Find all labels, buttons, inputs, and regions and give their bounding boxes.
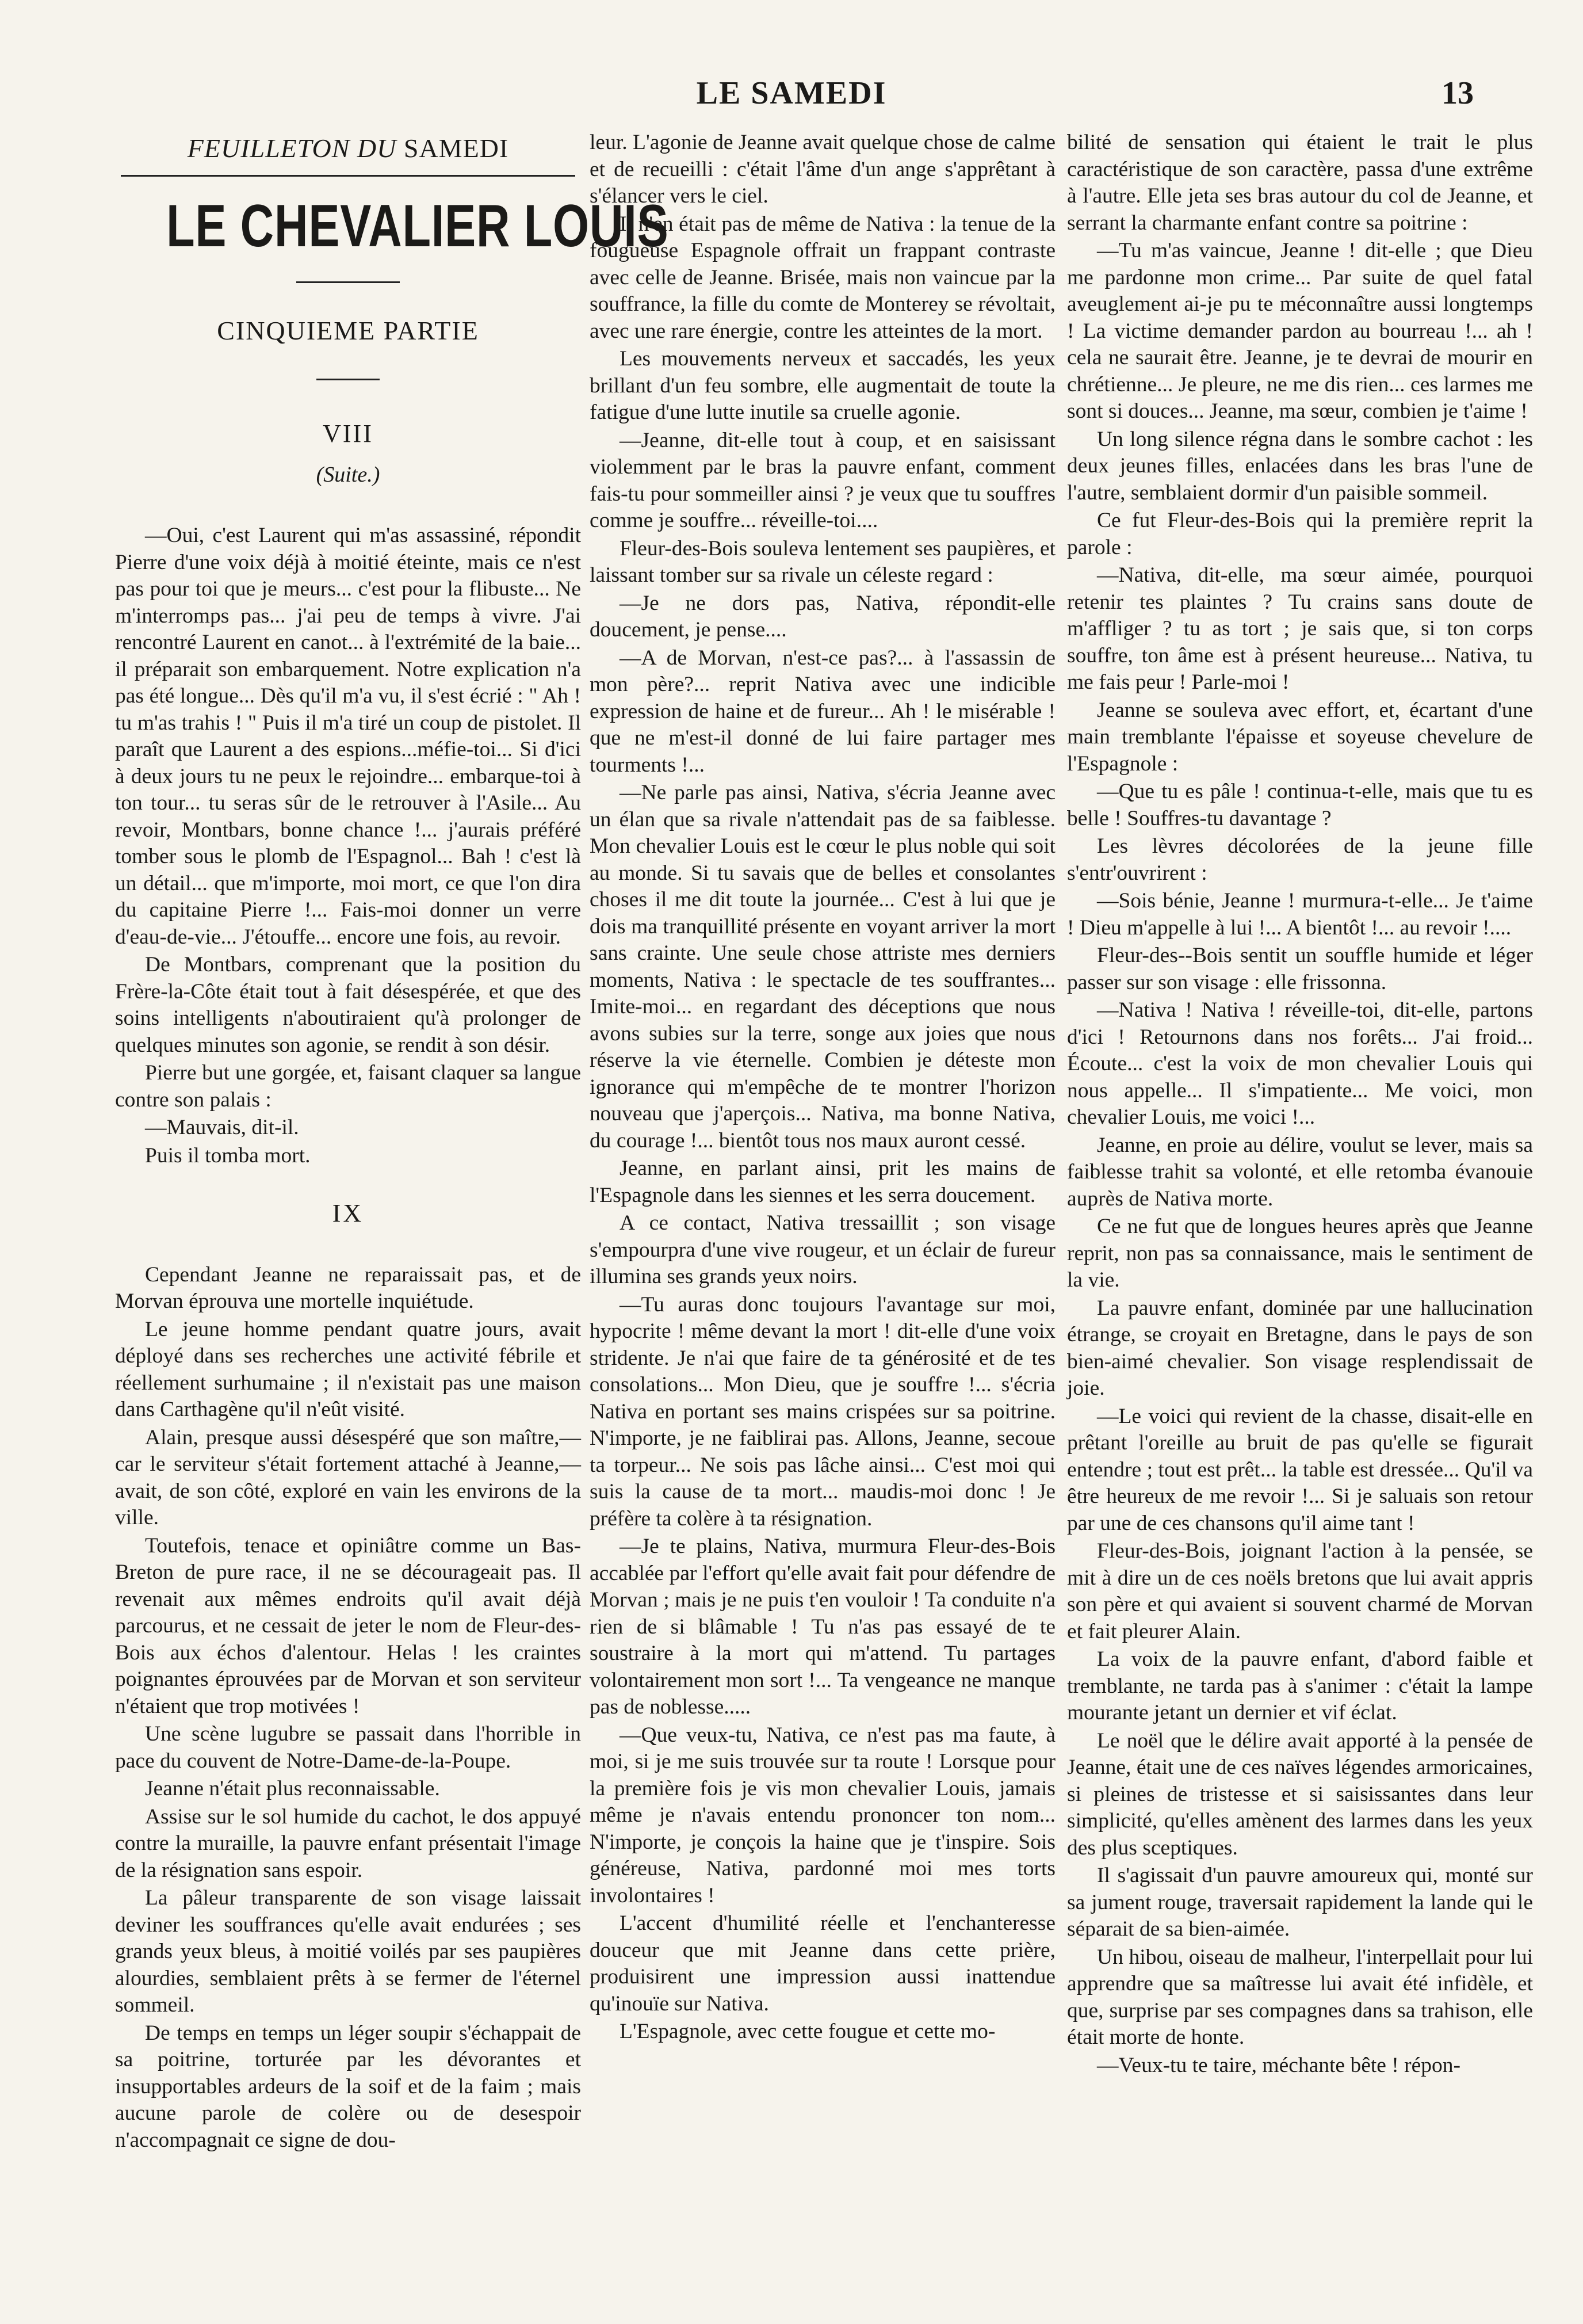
feuilleton-label-roman: SAMEDI — [403, 133, 509, 163]
paragraph: Alain, presque aussi désespéré que son maître,—car le serviteur s'était fortement attaché à Jeanne,—avait, de son côté, exploré en vain les environs de la ville. — [115, 1425, 581, 1529]
paragraph: Le noël que le délire avait apporté à la pensée de Jeanne, était une de ces naïves légendes armoricaines, si pleines de tristesse et si saisissantes dans leur simplicité, qu'elles amènent des larmes dans les yeux des plus sceptiques. — [1067, 1728, 1533, 1860]
chapter-heading-viii: VIII — [323, 419, 373, 448]
paragraph: Le jeune homme pendant quatre jours, avait déployé dans ses recherches une activité fébrile et réellement surhumaine ; il n'existait pas une maison dans Carthagène qu'il n'eût visité. — [115, 1317, 581, 1421]
paragraph: —Le voici qui revient de la chasse, disait-elle en prêtant l'oreille au bruit de pas qu'elle se figurait entendre ; tout est prêt... la table est dressée... Qu'il va être heureux de me revoir !... Si je saluais son retour par une de ces chansons qu'il aime tant ! — [1067, 1404, 1533, 1535]
paragraph: L'Espagnole, avec cette fougue et cette mo- — [620, 2020, 996, 2043]
paragraph: —Mauvais, dit-il. — [145, 1116, 299, 1139]
paragraph: —Que veux-tu, Nativa, ce n'est pas ma faute, à moi, si je me suis trouvée sur ta route ! Lorsque pour la première fois je vis mon chevalier Louis, jamais même je n'avais entendu prononcer ton nom... N'importe, je conçois la haine que je t'inspire. Sois généreuse, Nativa, pardonné moi mes torts involontaires ! — [590, 1723, 1056, 1907]
paragraph: Jeanne n'était plus reconnaissable. — [145, 1777, 440, 1800]
paragraph: —Tu auras donc toujours l'avantage sur moi, hypocrite ! même devant la mort ! dit-elle d'une voix stridente. Je n'ai que faire de ta générosité et de tes consolations... Mon Dieu, que je souffre !... s'écria Nativa en portant ses mains crispées sur sa poitrine. N'importe, je ne faiblirai pas. Allons, Jeanne, secoue ta torpeur... Ne sois pas lâche ainsi... C'est moi qui suis la cause de ta mort... maudis-moi donc ! Je préfère ta colère à ta résignation. — [590, 1292, 1056, 1531]
paragraph: —Veux-tu te taire, méchante bête ! répon- — [1097, 2053, 1461, 2077]
paragraph: A ce contact, Nativa tressaillit ; son visage s'empourpra d'une vive rougeur, et un éclair de fureur illumina ses grands yeux noirs. — [590, 1211, 1056, 1288]
part-heading: CINQUIEME PARTIE — [217, 315, 479, 345]
paragraph: —Que tu es pâle ! continua-t-elle, mais que tu es belle ! Souffres-tu davantage ? — [1067, 780, 1533, 830]
running-head — [0, 75, 1583, 121]
column-2 — [590, 129, 1056, 2293]
chapter-note: (Suite.) — [316, 462, 380, 487]
paragraph: Cependant Jeanne ne reparaissait pas, et de Morvan éprouva une mortelle inquiétude. — [115, 1262, 581, 1313]
feuilleton-label — [115, 135, 581, 162]
paragraph: Ce ne fut que de longues heures après que Jeanne reprit, non pas sa connaissance, mais le sentiment de la vie. — [1067, 1215, 1533, 1292]
paragraph: La voix de la pauvre enfant, d'abord faible et tremblante, ne tarda pas à s'animer : c'était la lampe mourante jetant un dernier et vif éclat. — [1067, 1647, 1533, 1724]
paragraph: La pâleur transparente de son visage laissait deviner les souffrances qu'elle avait endurées ; ses grands yeux bleus, à moitié voilés par ses paupières alourdies, semblaient prêts à se fermer de l'éternel sommeil. — [115, 1886, 581, 2017]
paragraph: Fleur-des-Bois, joignant l'action à la pensée, se mit à dire un de ces noëls bretons que lui avait appris son père et qui avaient si souvent charmé de Morvan et fait pleurer Alain. — [1067, 1539, 1533, 1643]
paragraph: Assise sur le sol humide du cachot, le dos appuyé contre la muraille, la pauvre enfant présentait l'image de la résignation sans espoir. — [115, 1804, 581, 1882]
paragraph: —Je te plains, Nativa, murmura Fleur-des-Bois accablée par l'effort qu'elle avait fait pour défendre de Morvan ; mais je ne puis t'en vouloir ! Ta conduite n'a rien de si blâmable ! Tu n'as pas essayé de te soustraire à la mort qui m'attend. Tu partages volontairement mon sort !... Ta vengeance ne manque pas de noblesse..... — [590, 1535, 1056, 1719]
paragraph: —Nativa ! Nativa ! réveille-toi, dit-elle, partons d'ici ! Retournons dans nos forêts... J'ai froid... Écoute... c'est la voix de mon chevalier Louis qui nous appelle... Il s'impatiente... Me voici, mon chevalier Louis, me voici !... — [1067, 998, 1533, 1129]
paragraph: Un long silence régna dans le sombre cachot : les deux jeunes filles, enlacées dans les bras l'une de l'autre, semblaient dormir d'un paisible sommeil. — [1067, 427, 1533, 505]
paragraph: —Ne parle pas ainsi, Nativa, s'écria Jeanne avec un élan que sa rivale n'attendait pas de sa faiblesse. Mon chevalier Louis est le cœur le plus noble qui soit au monde. Si tu savais que de belles et consolantes choses il me dit toute la journée... C'est à lui que je dois ma tranquillité présente en voyant arriver la mort sans crainte. Une seule chose attriste mes derniers moments, Nativa : le spectacle de tes souffrantes... Imite-moi... en regardant des déceptions que nous avons subies sur la terre, songe aux joies que nous réserve la vie éternelle. Combien je déteste mon ignorance qui m'empêche de te montrer l'horizon nouveau que j'aperçois... Nativa, ma bonne Nativa, du courage !... bientôt tous nos maux auront cessé. — [590, 781, 1056, 1153]
title-short-rule — [296, 281, 400, 283]
paragraph: Il s'agissait d'un pauvre amoureux qui, monté sur sa jument rouge, traversait rapidement la lande qui le séparait de sa bien-aimée. — [1067, 1864, 1533, 1941]
paragraph: Une scène lugubre se passait dans l'horrible in pace du couvent de Notre-Dame-de-la-Poupe. — [115, 1722, 581, 1773]
column-3 — [1067, 129, 1533, 2293]
feuilleton-label-italic: FEUILLETON DU — [187, 133, 397, 163]
paragraph: leur. L'agonie de Jeanne avait quelque chose de calme et de recueilli : c'était l'âme d'un ange s'apprêtant à s'élancer vers le ciel. — [590, 131, 1056, 208]
paragraph: Ce fut Fleur-des-Bois qui la première reprit la parole : — [1067, 509, 1533, 559]
paragraph: Jeanne, en parlant ainsi, prit les mains de l'Espagnole dans les siennes et les serra doucement. — [590, 1157, 1056, 1207]
paragraph: Fleur-des-Bois souleva lentement ses paupières, et laissant tomber sur sa rivale un céleste regard : — [590, 536, 1056, 587]
paragraph: De Montbars, comprenant que la position du Frère-la-Côte était tout à fait désespérée, et que des soins intelligents n'aboutiraient qu'à prolonger de quelques minutes son agonie, se rendit à son désir. — [115, 953, 581, 1057]
paragraph: Les lèvres décolorées de la jeune fille s'entr'ouvrirent : — [1067, 834, 1533, 885]
paragraph: Toutefois, tenace et opiniâtre comme un Bas-Breton de pure race, il ne se décourageait pas. Il revenait aux mêmes endroits qu'il avait déjà parcourus, et ne cessait de jeter le nom de Fleur-des-Bois aux échos d'alentour. Helas ! les craintes poignantes éprouvées par de Morvan et son serviteur n'étaient que trop motivées ! — [115, 1533, 581, 1718]
paragraph: —A de Morvan, n'est-ce pas?... à l'assassin de mon père?... reprit Nativa avec une indicible expression de haine et de fureur... Ah ! le misérable ! que ne m'est-il donné de lui faire partager mes tourments !... — [590, 646, 1056, 777]
column-1-text-b — [115, 1262, 581, 2154]
part-rule — [316, 379, 380, 380]
paragraph: De temps en temps un léger soupir s'échappait de sa poitrine, torturée par les dévorantes et insupportables ardeurs de la soif et de la faim ; mais aucune parole de colère ou de desespoir n'accompagnait ce signe de dou- — [115, 2021, 581, 2152]
paragraph: bilité de sensation qui étaient le trait le plus caractéristique de son caractère, passa d'une extrême à l'autre. Elle jeta ses bras autour du col de Jeanne, et serrant la charmante enfant contre sa poitrine : — [1067, 131, 1533, 235]
column-1 — [115, 129, 669, 2293]
paragraph: Jeanne se souleva avec effort, et, écartant d'une main tremblante l'épaisse et soyeuse chevelure de l'Espagnole : — [1067, 698, 1533, 776]
paragraph: —Oui, c'est Laurent qui m'as assassiné, répondit Pierre d'une voix déjà à moitié éteinte, mais ce n'est pas pour toi que je meurs... c'est pour la flibuste... Ne m'interromps pas... j'ai peu de temps à vivre. J'ai rencontré Laurent en canot... à l'extrémité de la baie... il préparait son embarquement. Notre explication n'a pas été longue... Dès qu'il m'a vu, il s'est écrié : " Ah ! tu m'as trahis ! " Puis il m'a tiré un coup de pistolet. Il paraît que Laurent a des espions...méfie-toi... Si d'ici à deux jours tu ne peux le rejoindre... embarque-toi à ton tour... tu seras sûr de le retrouver à l'Asile... Au revoir, Montbars, bonne chance !... j'aurais préféré tomber sous le plomb de l'Espagnol... Bah ! c'est là un détail... que m'importe, moi mort, ce que l'on dira du capitaine Pierre !... Fais-moi donner un verre d'eau-de-vie... J'étouffe... encore une fois, au revoir. — [115, 524, 581, 949]
paragraph: —Je ne dors pas, Nativa, répondit-elle doucement, je pense.... — [590, 591, 1056, 642]
title-rule — [121, 175, 575, 177]
novel-title: LE CHEVALIER LOUIS — [166, 192, 669, 260]
paragraph: —Nativa, dit-elle, ma sœur aimée, pourquoi retenir tes plaintes ? Tu crains sans doute de m'affliger ? tu as tort ; je sais que, si ton corps souffre, ton âme est à présent heureuse... Nativa, tu me fais peur ! Parle-moi ! — [1067, 563, 1533, 694]
paragraph: L'accent d'humilité réelle et l'enchanteresse douceur que mit Jeanne dans cette prière, produisirent une impression aussi inattendue qu'inouïe sur Nativa. — [590, 1911, 1056, 2016]
paragraph: Il n'en était pas de même de Nativa : la tenue de la fougueuse Espagnole offrait un frappant contraste avec celle de Jeanne. Brisée, mais non vaincue par la souffrance, la fille du comte de Monterey se révoltait, avec une rare énergie, contre les atteintes de la mort. — [590, 212, 1056, 343]
chapter-heading-ix: IX — [332, 1199, 364, 1227]
publication-title: LE SAMEDI — [696, 75, 887, 111]
paragraph: Jeanne, en proie au délire, voulut se lever, mais sa faiblesse trahit sa volonté, et elle retomba évanouie auprès de Nativa morte. — [1067, 1133, 1533, 1211]
page-number: 13 — [1441, 75, 1474, 111]
paragraph: Pierre but une gorgée, et, faisant claquer sa langue contre son palais : — [115, 1061, 581, 1112]
paragraph: —Tu m'as vaincue, Jeanne ! dit-elle ; que Dieu me pardonne mon crime... Par suite de quel fatal aveuglement ai-je pu te méconnaître aussi longtemps ! La victime demander pardon au bourreau !... ah ! cela ne saurait être. Jeanne, je te devrai de mourir en chrétienne... Je pleure, ne me dis rien... ces larmes me sont si douces... Jeanne, ma sœur, combien je t'aime ! — [1067, 239, 1533, 423]
column-1-text-a — [115, 522, 581, 1169]
paragraph: Les mouvements nerveux et saccadés, les yeux brillant d'un feu sombre, elle augmentait de toute la fatigue d'une lutte inutile sa cruelle agonie. — [590, 347, 1056, 424]
paragraph: Un hibou, oiseau de malheur, l'interpellait pour lui apprendre que sa maîtresse lui avait été infidèle, et que, surprise par ses compagnes dans sa trahison, elle était morte de honte. — [1067, 1945, 1533, 2049]
paragraph: —Jeanne, dit-elle tout à coup, et en saisissant violemment par le bras la pauvre enfant, comment fais-tu pour sommeiller ainsi ? je veux que tu souffres comme je souffre... réveille-toi.... — [590, 428, 1056, 532]
paragraph: Puis il tomba mort. — [145, 1143, 311, 1167]
paragraph: La pauvre enfant, dominée par une hallucination étrange, se croyait en Bretagne, dans le pays de son bien-aimé chevalier. Son visage resplendissait de joie. — [1067, 1296, 1533, 1400]
paragraph: Fleur-des--Bois sentit un souffle humide et léger passer sur son visage : elle frissonna. — [1067, 944, 1533, 994]
paragraph: —Sois bénie, Jeanne ! murmura-t-elle... Je t'aime ! Dieu m'appelle à lui !... A bientôt !... au revoir !.... — [1067, 889, 1533, 940]
